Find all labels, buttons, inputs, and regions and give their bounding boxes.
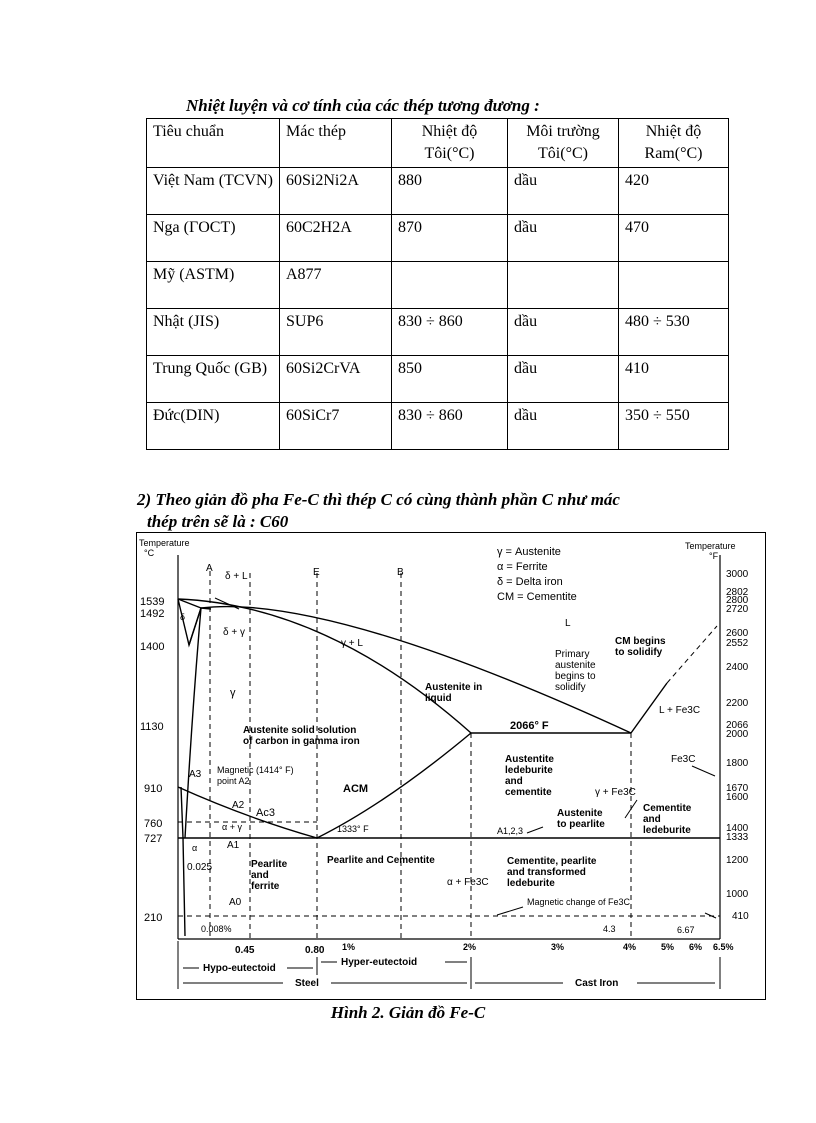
magnetic-change-label: Magnetic change of Fe3C: [527, 897, 631, 907]
gamma-liquid-label: γ + L: [341, 638, 363, 649]
quench-medium-cell: dầu: [508, 168, 619, 215]
ac3-label: Ac3: [256, 807, 275, 819]
austentite-ledeburite-2: ledeburite: [505, 765, 553, 776]
standard-cell: Trung Quốc (GB): [147, 356, 280, 403]
right-tick: 1600: [726, 792, 749, 803]
right-tick: 2200: [726, 698, 749, 709]
delta-label: δ: [180, 612, 186, 622]
cementite-pearlite-2: and transformed: [507, 867, 586, 878]
l-fe3c-label: L + Fe3C: [659, 705, 701, 716]
left-tick: 1492: [140, 608, 165, 620]
acm-line: [317, 733, 471, 838]
bottom-tick: 3%: [551, 942, 565, 952]
steel-grade-cell: 60Si2CrVA: [280, 356, 392, 403]
table-title: Nhiệt luyện và cơ tính của các thép tương đương :: [186, 96, 540, 115]
pearlite-cementite-label: Pearlite and Cementite: [327, 855, 435, 866]
quench-temp-cell: 880: [392, 168, 508, 215]
a0-label: A0: [229, 897, 242, 908]
left-axis-unit: °C: [144, 548, 155, 558]
austentite-ledeburite-1: Austentite: [505, 754, 554, 765]
line-cm-dashed: [667, 626, 717, 683]
pearlite-ferrite-3: ferrite: [251, 881, 280, 892]
cast-iron-label: Cast Iron: [575, 978, 619, 989]
bottom-tick: 4%: [623, 942, 637, 952]
austenite-liquid-1: Austenite in: [425, 682, 483, 693]
steel-grade-cell: SUP6: [280, 309, 392, 356]
right-tick: 1333: [726, 832, 749, 843]
temper-temp-cell: 410: [619, 356, 729, 403]
right-tick: 1000: [726, 889, 749, 900]
bottom-ticks: [235, 942, 734, 956]
legend-item: CM = Cementite: [497, 591, 577, 603]
header-cell: Nhiệt độ Tôi(°C): [392, 119, 508, 168]
bottom-tick: 6.5%: [713, 942, 734, 952]
primary-austenite-1: Primary: [555, 649, 590, 660]
cementite-ledeburite-2: and: [643, 814, 661, 825]
header-cell: Nhiệt độ Ram(°C): [619, 119, 729, 168]
table-row: [147, 309, 729, 356]
left-tick: 1539: [140, 596, 165, 608]
arrow: [692, 766, 715, 776]
temper-temp-cell: 470: [619, 215, 729, 262]
temper-temp-cell: [619, 262, 729, 309]
standard-cell: Việt Nam (TCVN): [147, 168, 280, 215]
c43-label: 4.3: [603, 924, 616, 934]
acm-label: ACM: [343, 783, 369, 795]
quench-temp-cell: 830 ÷ 860: [392, 403, 508, 450]
left-tick: 1400: [140, 641, 165, 653]
right-tick: 1400: [726, 823, 749, 834]
standard-cell: Nhật (JIS): [147, 309, 280, 356]
legend-item: γ = Austenite: [497, 546, 561, 558]
left-axis-title: Temperature: [139, 538, 190, 548]
c0008-label: 0.008%: [201, 924, 232, 934]
section-heading-line-1: 2) Theo giản đồ pha Fe-C thì thép C có cùng thành phần C như mác: [137, 490, 620, 509]
left-tick: 727: [144, 833, 163, 845]
pearlite-ferrite-2: and: [251, 870, 269, 881]
arrow: [497, 907, 523, 915]
legend: [497, 546, 577, 603]
a2-label: A2: [232, 800, 245, 811]
steel-table: [146, 118, 729, 450]
austenite-solution-1: Austenite solid solution: [243, 725, 357, 736]
right-tick: 2720: [726, 604, 749, 615]
austenite-solution-2: of carbon in gamma iron: [243, 736, 360, 747]
quench-medium-cell: dầu: [508, 215, 619, 262]
right-tick: 1200: [726, 855, 749, 866]
solidus-gamma: [185, 608, 201, 838]
right-tick: 2552: [726, 638, 749, 649]
a123-label: A1,2,3: [497, 826, 524, 836]
quench-medium-cell: dầu: [508, 309, 619, 356]
gamma-label: γ: [230, 687, 236, 699]
primary-austenite-4: solidify: [555, 682, 586, 693]
a3-label: A3: [189, 769, 202, 780]
temper-temp-cell: 480 ÷ 530: [619, 309, 729, 356]
right-tick: 2600: [726, 628, 749, 639]
table-row: [147, 168, 729, 215]
line-letter-a: A: [206, 563, 213, 574]
liquid-label: L: [565, 618, 571, 629]
right-tick: 2802: [726, 587, 749, 598]
hyper-eutectoid-label: Hyper-eutectoid: [341, 957, 418, 968]
left-tick: 910: [144, 783, 163, 795]
figure-caption: Hình 2. Giản đồ Fe-C: [330, 1003, 486, 1022]
right-tick: 2800: [726, 595, 749, 606]
header-cell: Mác thép: [280, 119, 392, 168]
right-tick: 1800: [726, 758, 749, 769]
arrow: [705, 913, 716, 918]
bottom-tick: 1%: [342, 942, 356, 952]
solvus-alpha: [181, 787, 185, 936]
right-ticks: [726, 569, 749, 922]
a3-line: [178, 787, 317, 838]
steel-grade-cell: A877: [280, 262, 392, 309]
section-heading-line-2: thép trên sẽ là : C60: [147, 512, 289, 531]
a1-label: A1: [227, 840, 240, 851]
steel-label: Steel: [295, 978, 319, 989]
line-letter-b: B: [397, 567, 404, 578]
left-ticks: [140, 596, 164, 924]
cm-begins-2: to solidify: [615, 647, 663, 658]
classification-labels: [203, 957, 618, 989]
quench-medium-cell: [508, 262, 619, 309]
region-labels: [180, 571, 700, 935]
temper-temp-cell: 420: [619, 168, 729, 215]
legend-item: δ = Delta iron: [497, 576, 563, 588]
right-tick: 410: [732, 911, 749, 922]
cm-begins-1: CM begins: [615, 636, 666, 647]
arrow: [527, 827, 543, 833]
bottom-tick: 0.80: [305, 945, 325, 956]
right-tick: 2400: [726, 662, 749, 673]
gamma-fe3c-label: γ + Fe3C: [595, 787, 636, 798]
quench-temp-cell: [392, 262, 508, 309]
austenite-liquid-2: liquid: [425, 693, 452, 704]
bottom-tick: 6%: [689, 942, 703, 952]
right-tick: 3000: [726, 569, 749, 580]
austenite-pearlite-1: Austenite: [557, 808, 603, 819]
steel-grade-cell: 60Si2Ni2A: [280, 168, 392, 215]
steel-grade-cell: 60C2H2A: [280, 215, 392, 262]
table-row: [147, 215, 729, 262]
austentite-ledeburite-3: and: [505, 776, 523, 787]
left-tick: 1130: [140, 721, 164, 733]
austentite-ledeburite-4: cementite: [505, 787, 552, 798]
standard-cell: Nga (ΓOCT): [147, 215, 280, 262]
hypo-eutectoid-label: Hypo-eutectoid: [203, 963, 276, 974]
fe3c-label: Fe3C: [671, 754, 696, 765]
delta-gamma-label: δ + γ: [223, 627, 245, 638]
cementite-pearlite-1: Cementite, pearlite: [507, 856, 597, 867]
c0025-label: 0.025: [187, 862, 213, 873]
right-axis-unit: °F: [709, 551, 719, 561]
alpha-fe3c-label: α + Fe3C: [447, 877, 489, 888]
pearlite-ferrite-1: Pearlite: [251, 859, 288, 870]
primary-austenite-3: begins to: [555, 671, 596, 682]
standard-cell: Mỹ (ASTM): [147, 262, 280, 309]
cementite-pearlite-3: ledeburite: [507, 878, 555, 889]
quench-temp-cell: 830 ÷ 860: [392, 309, 508, 356]
temper-temp-cell: 350 ÷ 550: [619, 403, 729, 450]
steel-grade-cell: 60SiCr7: [280, 403, 392, 450]
eutectic-temp-label: 2066° F: [510, 720, 549, 732]
header-cell: Môi trường Tôi(°C): [508, 119, 619, 168]
table-row: [147, 262, 729, 309]
magnetic-point-2: point A2: [217, 776, 250, 786]
section-heading: [137, 489, 620, 533]
primary-austenite-2: austenite: [555, 660, 596, 671]
header-cell: Tiêu chuẩn: [147, 119, 280, 168]
quench-medium-cell: dầu: [508, 356, 619, 403]
quench-temp-cell: 850: [392, 356, 508, 403]
right-tick: 1670: [726, 783, 749, 794]
delta-liquid-label: δ + L: [225, 571, 248, 582]
right-tick: 2066: [726, 720, 749, 731]
alpha-label: α: [192, 843, 198, 853]
bottom-tick: 5%: [661, 942, 675, 952]
right-tick: 2000: [726, 729, 749, 740]
standard-cell: Đức(DIN): [147, 403, 280, 450]
right-axis-title: Temperature: [685, 541, 736, 551]
fe-c-phase-diagram: [136, 532, 766, 1000]
quench-medium-cell: dầu: [508, 403, 619, 450]
cementite-ledeburite-1: Cementite: [643, 803, 692, 814]
legend-item: α = Ferrite: [497, 561, 548, 573]
bottom-tick: 2%: [463, 942, 477, 952]
left-tick: 210: [144, 912, 163, 924]
magnetic-point-1: Magnetic (1414° F): [217, 765, 294, 775]
line-letter-e: E: [313, 567, 320, 578]
c667-label: 6.67: [677, 925, 695, 935]
table-header-row: [147, 119, 729, 168]
cementite-ledeburite-3: ledeburite: [643, 825, 691, 836]
alpha-gamma-label: α + γ: [222, 822, 242, 832]
eutectoid-temp-label: 1333° F: [337, 824, 369, 834]
left-tick: 760: [144, 818, 163, 830]
austenite-pearlite-2: to pearlite: [557, 819, 605, 830]
table-row: [147, 356, 729, 403]
quench-temp-cell: 870: [392, 215, 508, 262]
bottom-tick: 0.45: [235, 945, 255, 956]
table-row: [147, 403, 729, 450]
